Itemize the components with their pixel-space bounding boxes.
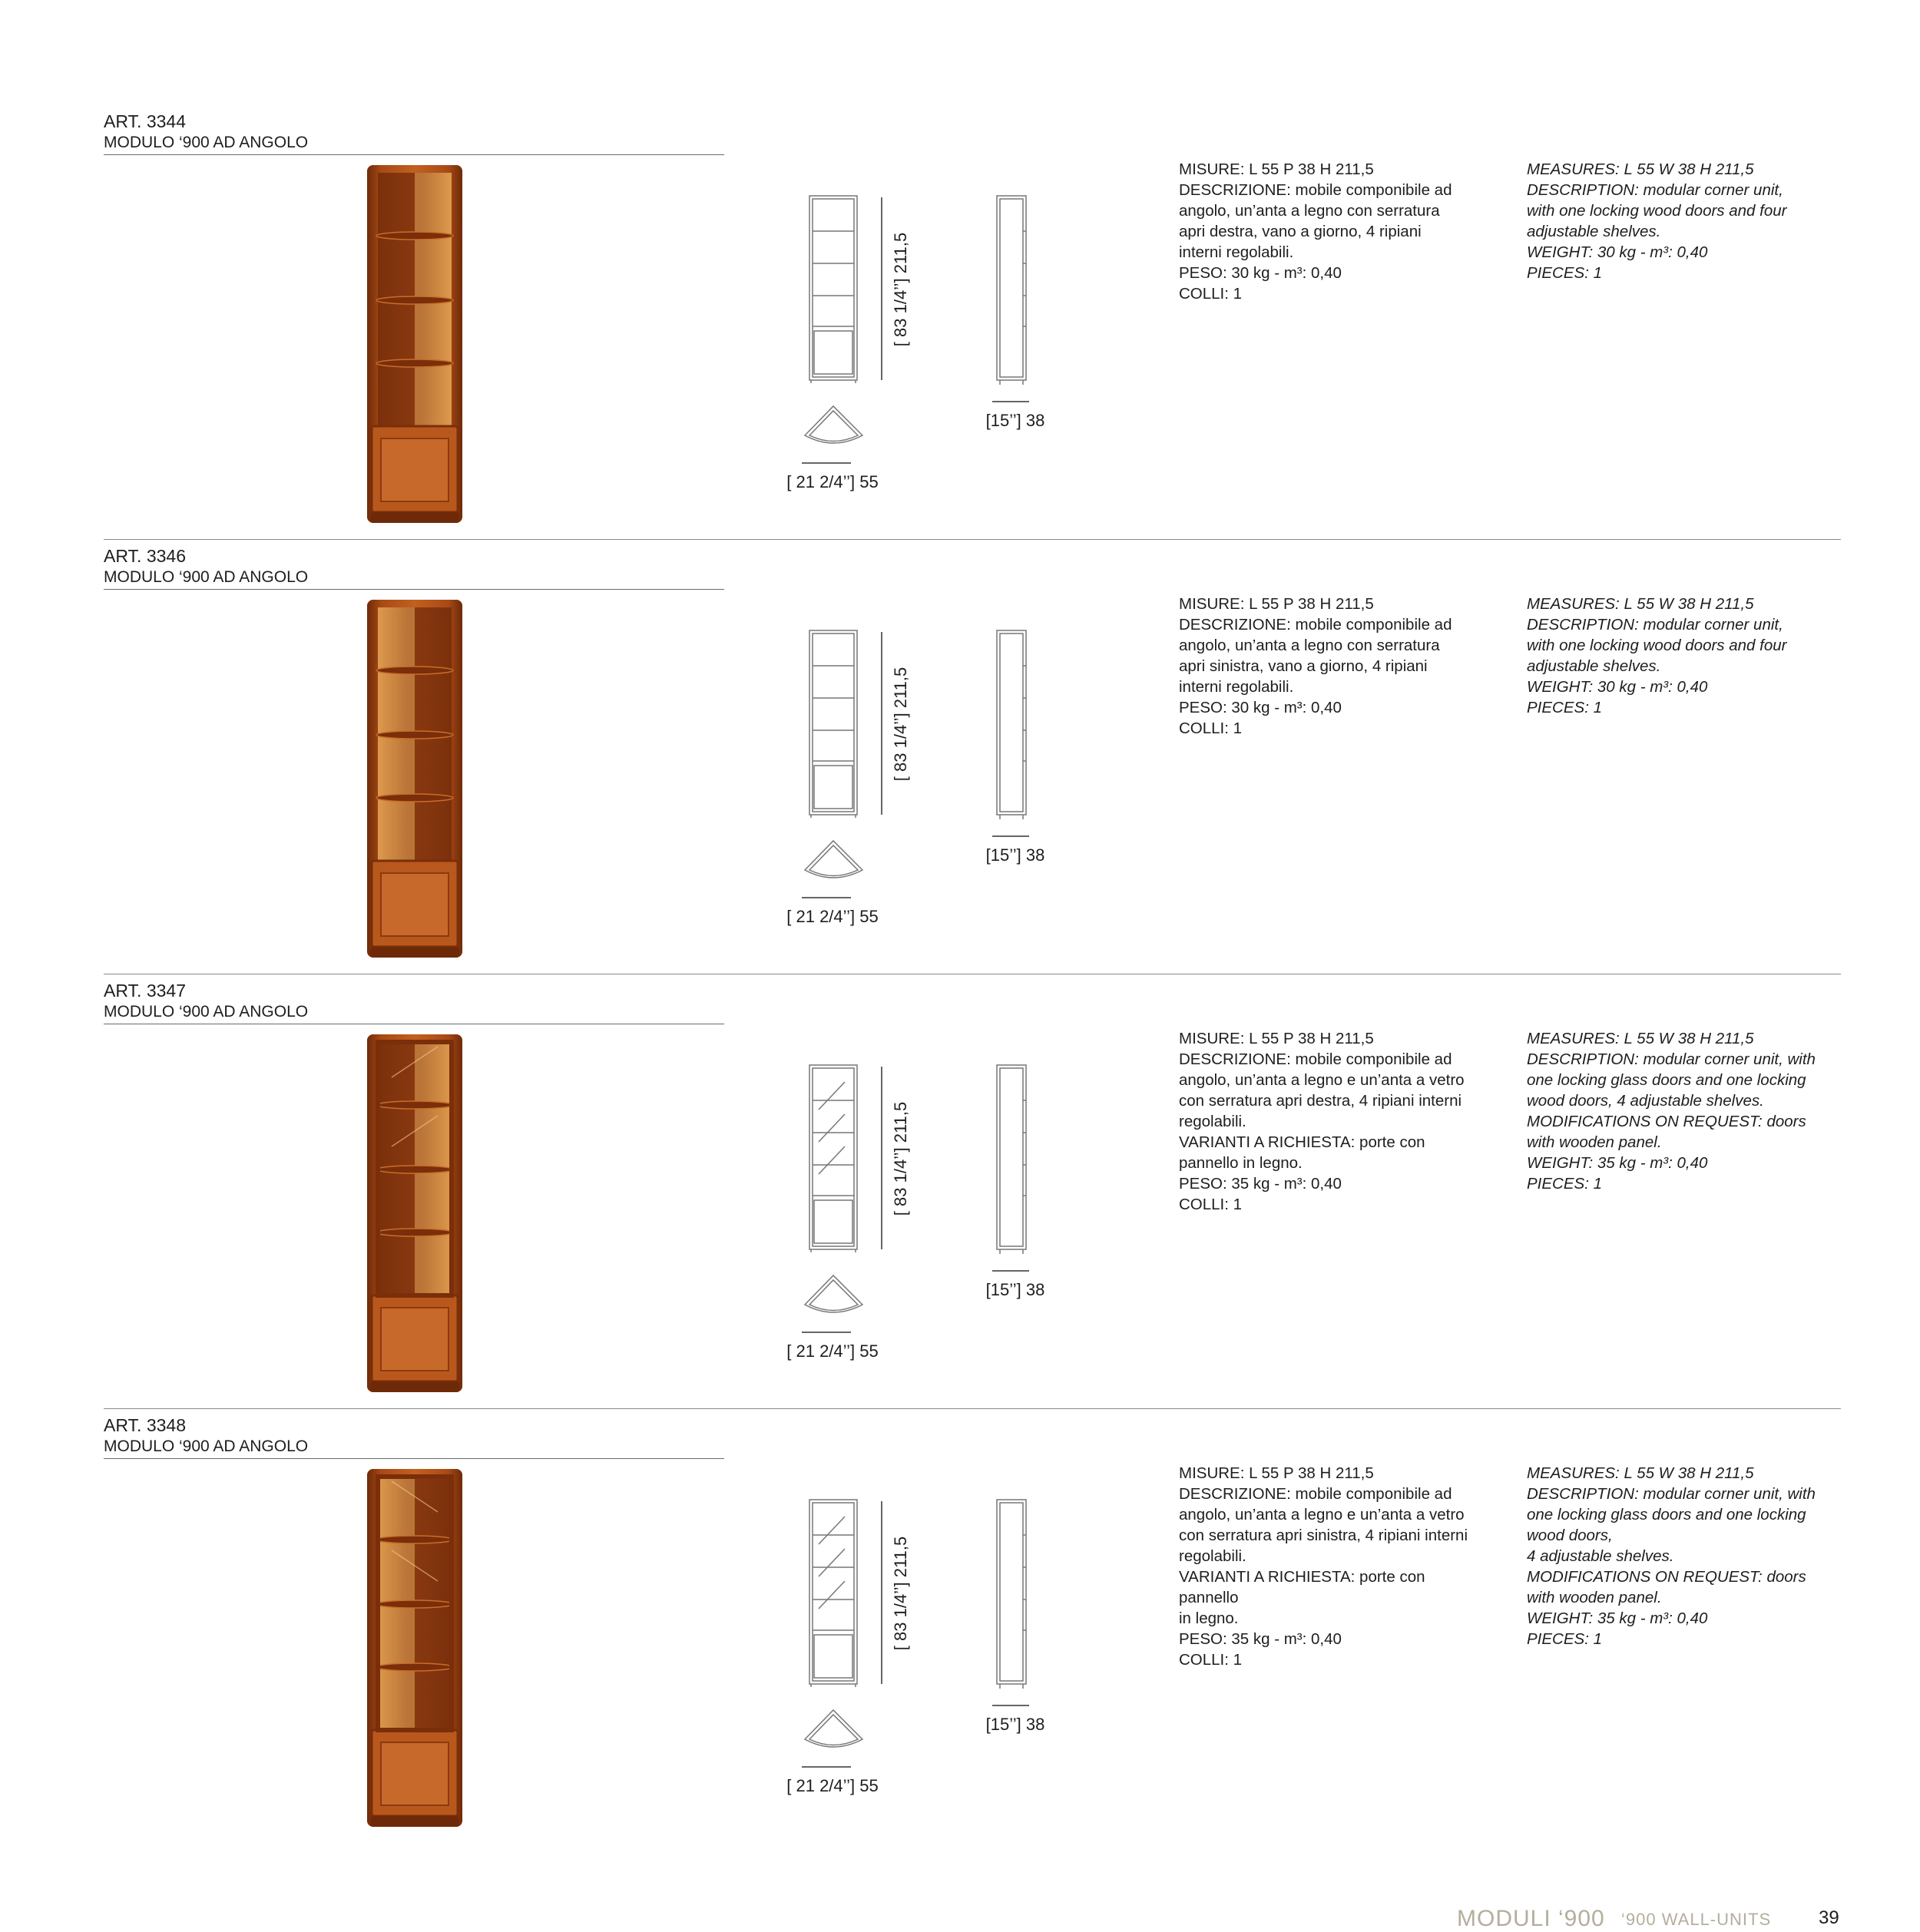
description-line: angolo, un’anta a legno e un’anta a vetro (1179, 1071, 1465, 1089)
description-line: COLLI: 1 (1179, 1196, 1243, 1213)
description-line: regolabili. (1179, 1113, 1246, 1130)
description-line: VARIANTI A RICHIESTA: porte con (1179, 1568, 1425, 1586)
plan-view (805, 841, 862, 878)
description-line: MEASURES: L 55 W 38 H 211,5 (1527, 1464, 1754, 1482)
plinth (370, 512, 459, 523)
description-line: with wooden panel. (1527, 1133, 1662, 1151)
technical-drawing (760, 1051, 1083, 1374)
door-panel (381, 1742, 449, 1805)
description-line: apri destra, vano a giorno, 4 ripiani (1179, 223, 1422, 240)
height-dimension: [ 83 1/4’’] 211,5 (891, 1101, 910, 1216)
description-line: angolo, un’anta a legno e un’anta a vetro (1179, 1506, 1465, 1523)
description-line: DESCRIZIONE: mobile componibile ad (1179, 616, 1452, 634)
plan-view (805, 1710, 862, 1747)
plinth (370, 1816, 459, 1827)
height-dimension: [ 83 1/4’’] 211,5 (891, 667, 910, 782)
italian-description (1179, 1463, 1501, 1670)
description-line: WEIGHT: 35 kg - m³: 0,40 (1527, 1154, 1708, 1172)
glass-hatching (819, 1082, 845, 1174)
side-elevation (997, 196, 1026, 385)
description-line: WEIGHT: 30 kg - m³: 0,40 (1527, 678, 1708, 696)
description-line: DESCRIZIONE: mobile componibile ad (1179, 1485, 1452, 1503)
depth-dimension: [15’’] 38 (985, 411, 1045, 430)
description-line: adjustable shelves. (1527, 223, 1661, 240)
product-section (0, 974, 1920, 1409)
product-section (0, 540, 1920, 974)
description-line: pannello in legno. (1179, 1154, 1303, 1172)
width-dimension: [ 21 2/4’’] 55 (786, 1341, 879, 1361)
description-line: MODIFICATIONS ON REQUEST: doors (1527, 1113, 1806, 1130)
description-line: DESCRIPTION: modular corner unit, with (1527, 1485, 1816, 1503)
front-elevation (809, 1065, 857, 1252)
door-panel (381, 438, 449, 501)
title-rule (104, 154, 724, 155)
product-photo (361, 1031, 468, 1397)
description-line: con serratura apri destra, 4 ripiani interni (1179, 1092, 1462, 1110)
italian-description (1179, 594, 1501, 739)
title-rule (104, 589, 724, 590)
product-section (0, 1409, 1920, 1844)
english-description (1527, 1463, 1849, 1649)
description-line: with one locking wood doors and four (1527, 202, 1787, 220)
front-elevation (809, 1500, 857, 1687)
description-line: with wooden panel. (1527, 1589, 1662, 1606)
side-elevation (997, 630, 1026, 819)
article-number: ART. 3347 (104, 981, 186, 1001)
depth-dimension: [15’’] 38 (985, 1715, 1045, 1734)
description-line: PIECES: 1 (1527, 1175, 1602, 1193)
product-photo (361, 162, 468, 528)
description-line: adjustable shelves. (1527, 657, 1661, 675)
article-subtitle: MODULO ‘900 AD ANGOLO (104, 568, 309, 586)
description-line: in legno. (1179, 1609, 1239, 1627)
english-description (1527, 1028, 1849, 1194)
description-line: MEASURES: L 55 W 38 H 211,5 (1527, 1030, 1754, 1047)
side-elevation (997, 1065, 1026, 1254)
technical-drawing (760, 617, 1083, 939)
description-line: DESCRIZIONE: mobile componibile ad (1179, 181, 1452, 199)
article-subtitle: MODULO ‘900 AD ANGOLO (104, 1437, 309, 1455)
article-subtitle: MODULO ‘900 AD ANGOLO (104, 1003, 309, 1021)
english-description (1527, 594, 1849, 718)
width-dimension: [ 21 2/4’’] 55 (786, 472, 879, 491)
description-line: one locking glass doors and one locking (1527, 1071, 1806, 1089)
plinth (370, 947, 459, 958)
description-line: PESO: 30 kg - m³: 0,40 (1179, 264, 1342, 282)
depth-dimension: [15’’] 38 (985, 1280, 1045, 1299)
depth-dimension: [15’’] 38 (985, 845, 1045, 865)
article-number: ART. 3346 (104, 546, 186, 566)
technical-drawing (760, 182, 1083, 505)
page-number: 39 (1819, 1907, 1839, 1928)
footer-subtitle: ‘900 WALL-UNITS (1621, 1910, 1772, 1929)
description-line: MISURE: L 55 P 38 H 211,5 (1179, 1030, 1374, 1047)
description-line: MISURE: L 55 P 38 H 211,5 (1179, 1464, 1374, 1482)
article-number: ART. 3348 (104, 1415, 186, 1435)
description-line: DESCRIPTION: modular corner unit, with (1527, 1050, 1816, 1068)
description-line: COLLI: 1 (1179, 1651, 1243, 1669)
description-line: with one locking wood doors and four (1527, 637, 1787, 654)
footer-title: MODULI ‘900 (1457, 1906, 1605, 1931)
italian-description (1179, 159, 1501, 304)
article-subtitle: MODULO ‘900 AD ANGOLO (104, 134, 309, 151)
description-line: wood doors, 4 adjustable shelves. (1527, 1092, 1764, 1110)
description-line: COLLI: 1 (1179, 285, 1243, 303)
product-photo (361, 1466, 468, 1831)
height-dimension: [ 83 1/4’’] 211,5 (891, 232, 910, 347)
description-line: MISURE: L 55 P 38 H 211,5 (1179, 160, 1374, 178)
description-line: DESCRIZIONE: mobile componibile ad (1179, 1050, 1452, 1068)
technical-drawing (760, 1486, 1083, 1808)
description-line: PESO: 30 kg - m³: 0,40 (1179, 699, 1342, 716)
description-line: wood doors, (1527, 1527, 1613, 1544)
description-line: angolo, un’anta a legno con serratura (1179, 637, 1440, 654)
description-line: angolo, un’anta a legno con serratura (1179, 202, 1440, 220)
product-section (0, 105, 1920, 540)
description-line: DESCRIPTION: modular corner unit, (1527, 181, 1783, 199)
description-line: MISURE: L 55 P 38 H 211,5 (1179, 595, 1374, 613)
description-line: regolabili. (1179, 1547, 1246, 1565)
description-line: COLLI: 1 (1179, 720, 1243, 737)
description-line: DESCRIPTION: modular corner unit, (1527, 616, 1783, 634)
front-elevation (809, 630, 857, 818)
description-line: 4 adjustable shelves. (1527, 1547, 1674, 1565)
italian-description (1179, 1028, 1501, 1215)
description-line: interni regolabili. (1179, 678, 1294, 696)
door-panel (381, 873, 449, 936)
glass-hatching (819, 1517, 845, 1609)
description-line: interni regolabili. (1179, 243, 1294, 261)
plan-view (805, 1275, 862, 1312)
door-panel (381, 1308, 449, 1371)
side-elevation (997, 1500, 1026, 1689)
title-rule (104, 1458, 724, 1459)
plan-view (805, 406, 862, 443)
plinth (370, 1381, 459, 1392)
height-dimension: [ 83 1/4’’] 211,5 (891, 1536, 910, 1651)
description-line: PIECES: 1 (1527, 1630, 1602, 1648)
product-photo (361, 597, 468, 962)
description-line: con serratura apri sinistra, 4 ripiani interni (1179, 1527, 1468, 1544)
description-line: WEIGHT: 35 kg - m³: 0,40 (1527, 1609, 1708, 1627)
description-line: PESO: 35 kg - m³: 0,40 (1179, 1630, 1342, 1648)
description-line: apri sinistra, vano a giorno, 4 ripiani (1179, 657, 1428, 675)
description-line: VARIANTI A RICHIESTA: porte con (1179, 1133, 1425, 1151)
description-line: PESO: 35 kg - m³: 0,40 (1179, 1175, 1342, 1193)
width-dimension: [ 21 2/4’’] 55 (786, 1776, 879, 1795)
width-dimension: [ 21 2/4’’] 55 (786, 907, 879, 926)
description-line: PIECES: 1 (1527, 699, 1602, 716)
description-line: MEASURES: L 55 W 38 H 211,5 (1527, 160, 1754, 178)
description-line: one locking glass doors and one locking (1527, 1506, 1806, 1523)
front-elevation (809, 196, 857, 383)
description-line: MEASURES: L 55 W 38 H 211,5 (1527, 595, 1754, 613)
description-line: MODIFICATIONS ON REQUEST: doors (1527, 1568, 1806, 1586)
description-line: WEIGHT: 30 kg - m³: 0,40 (1527, 243, 1708, 261)
article-number: ART. 3344 (104, 111, 186, 131)
description-line: PIECES: 1 (1527, 264, 1602, 282)
description-line: pannello (1179, 1589, 1239, 1606)
english-description (1527, 159, 1849, 283)
